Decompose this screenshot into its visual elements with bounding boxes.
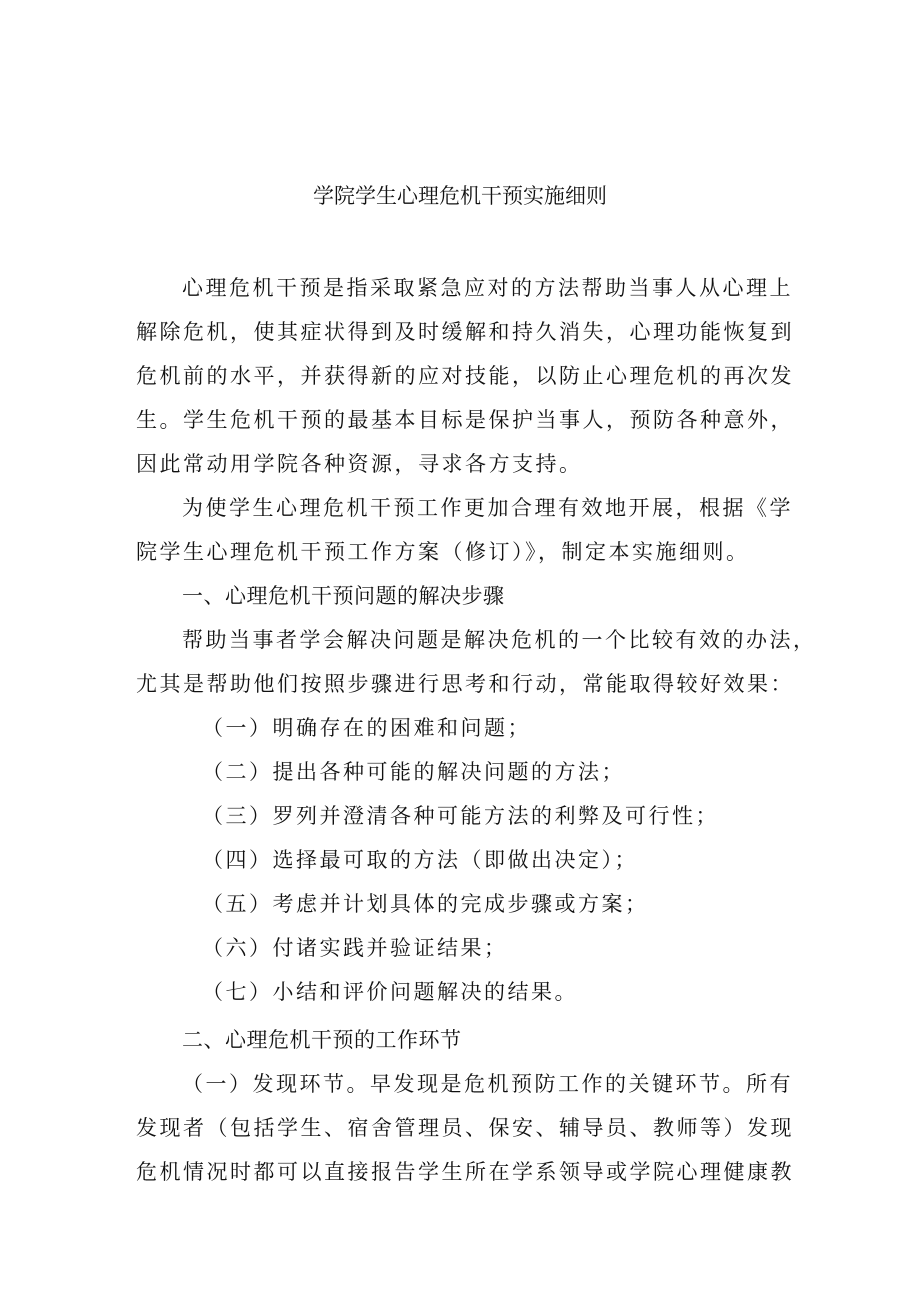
paragraph-line: 危机情况时都可以直接报告学生所在学系领导或学院心理健康教	[136, 1160, 794, 1184]
document-title: 学院学生心理危机干预实施细则	[313, 184, 607, 208]
step-item: （七）小结和评价问题解决的结果。	[202, 980, 578, 1004]
paragraph-line: 尤其是帮助他们按照步骤进行思考和行动，常能取得较好效果：	[136, 672, 794, 696]
paragraph-line: 为使学生心理危机干预工作更加合理有效地开展，根据《学	[182, 496, 793, 520]
step-item: （五）考虑并计划具体的完成步骤或方案；	[202, 892, 649, 916]
step-item: （四）选择最可取的方法（即做出决定）；	[202, 848, 638, 872]
paragraph-line: 院学生心理危机干预工作方案（修订）》，制定本实施细则。	[136, 540, 750, 564]
step-item: （一）明确存在的困难和问题；	[202, 716, 531, 740]
section-heading: 二、心理危机干预的工作环节	[182, 1028, 462, 1052]
paragraph-line: 帮助当事者学会解决问题是解决危机的一个比较有效的办法，	[182, 628, 817, 652]
paragraph-line: 生。学生危机干预的最基本目标是保护当事人，预防各种意外，	[136, 408, 794, 432]
paragraph-line: 心理危机干预是指采取紧急应对的方法帮助当事人从心理上	[182, 276, 793, 300]
paragraph-line: 解除危机，使其症状得到及时缓解和持久消失，心理功能恢复到	[136, 320, 794, 344]
document-body	[136, 266, 817, 1194]
step-item: （三）罗列并澄清各种可能方法的利弊及可行性；	[202, 804, 719, 828]
paragraph-line: 发现者（包括学生、宿舍管理员、保安、辅导员、教师等）发现	[136, 1116, 794, 1140]
section-heading: 一、心理危机干预问题的解决步骤	[182, 584, 505, 608]
step-item: （六）付诸实践并验证结果；	[202, 936, 508, 960]
paragraph-line: 危机前的水平，并获得新的应对技能，以防止心理危机的再次发	[136, 364, 794, 388]
step-item: （二）提出各种可能的解决问题的方法；	[202, 760, 625, 784]
paragraph-line: 因此常动用学院各种资源，寻求各方支持。	[136, 452, 583, 476]
paragraph-line: （一）发现环节。早发现是危机预防工作的关键环节。所有	[182, 1072, 793, 1096]
